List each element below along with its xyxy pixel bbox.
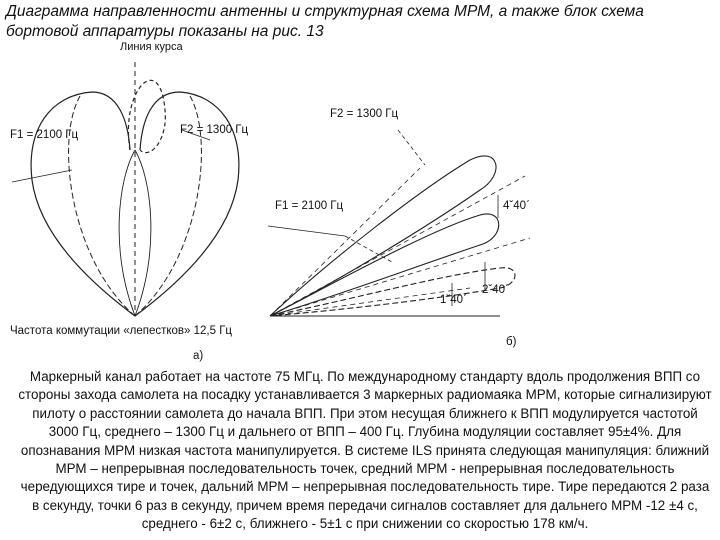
lobe-f1-outer [31,92,135,316]
caption-a: а) [193,350,204,362]
f2-label-a: F2 = 1300 Гц [180,124,249,136]
page-title: Диаграмма направленности антенны и структурная схема МРМ, а также блок схема бортовой аппаратуры показаны на рис. 13 [6,3,644,40]
course-line-label: Линия курса [120,41,183,53]
f1-label-b: F1 = 2100 Гц [275,200,344,212]
antenna-diagrams-figure [0,40,720,370]
lobe-b-upper [270,156,496,316]
body-paragraph: Маркерный канал работает на частоте 75 МГц. По международному стандарту вдоль продолжения ВПП со стороны захода самолета на посадку устанавливается 3 маркерных радиомаяка МРМ, которые сигнализируют пилоту о расстоянии самолета до начала ВПП. При этом несущая ближнего к ВПП модулируется частотой 3000 Гц, среднего – 1300 Гц и дальнего от ВПП – 400 Гц. Глубина модуляции составляет 95±4%. Для опознавания МРМ низкая частота манипулируется. В системе ILS принята следующая манипуляция: ближний МРМ – непрерывная последовательность точек, средний МРМ - непрерывная последовательность чередующихся тире и точек, дальний МРМ – непрерывная последовательность тире. Тире передаются 2 раза в секунду, точки 6 раз в секунду, причем время передачи сигналов составляет для дальнего МРМ -12 ±4 с, среднего - 6±2 с, ближнего - 5±1 с при снижении со скоростью 178 км/ч. [18,369,712,532]
angle-label-1: 1ˇ40ˊ [440,294,467,306]
caption-b: б) [506,336,517,348]
diagram-a-lobes [12,62,239,316]
switching-frequency-label: Частота коммутации «лепестков» 12,5 Гц [10,325,233,337]
f1-label-a: F1 = 2100 Гц [10,129,79,141]
angle-label-4: 4ˇ40ˊ [503,200,530,212]
f2-label-b: F2 = 1300 Гц [330,108,399,120]
angle-label-2: 2ˇ40ˊ [482,284,509,296]
